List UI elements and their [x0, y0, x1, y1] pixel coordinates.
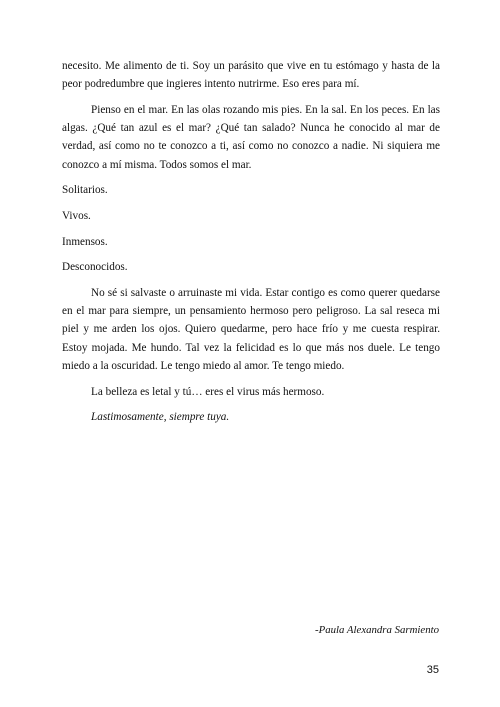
- paragraph-beauty: La belleza es letal y tú… eres el virus más hermoso.: [91, 385, 325, 398]
- line-desconocidos: Desconocidos.: [62, 261, 128, 274]
- paragraph-life: No sé si salvaste o arruinaste mi vida. Estar contigo es como querer quedarse en el mar para siempre, un pensamiento hermoso pero peligroso. La sal reseca mi piel y me arden los ojos. Quiero quedarme, pero hace frío y me cuesta respirar. Estoy mojada. Me hundo. Tal vez la felicidad es lo que más nos duele. Le tengo miedo a la oscuridad. Le tengo miedo al amor. Te tengo miedo.: [62, 287, 440, 372]
- author-signature: -Paula Alexandra Sarmiento: [315, 624, 439, 636]
- body-text: [62, 57, 440, 434]
- paragraph-continued: necesito. Me alimento de ti. Soy un parásito que vive en tu estómago y hasta de la peor podredumbre que ingieres intento nutrirme. Eso eres para mí.: [62, 60, 440, 91]
- page-number: 35: [426, 664, 439, 676]
- closing-line: Lastimosamente, siempre tuya.: [91, 411, 230, 424]
- line-inmensos: Inmensos.: [62, 235, 108, 248]
- line-vivos: Vivos.: [62, 209, 91, 222]
- line-solitarios: Solitarios.: [62, 184, 108, 197]
- paragraph-sea: Pienso en el mar. En las olas rozando mis pies. En la sal. En los peces. En las algas. ¿Qué tan azul es el mar? ¿Qué tan salado? Nunca he conocido al mar de verdad, así como no te conozco a ti, así como no conozco a nadie. Ni siquiera me conozco a mí misma. Todos somos el mar.: [62, 103, 440, 171]
